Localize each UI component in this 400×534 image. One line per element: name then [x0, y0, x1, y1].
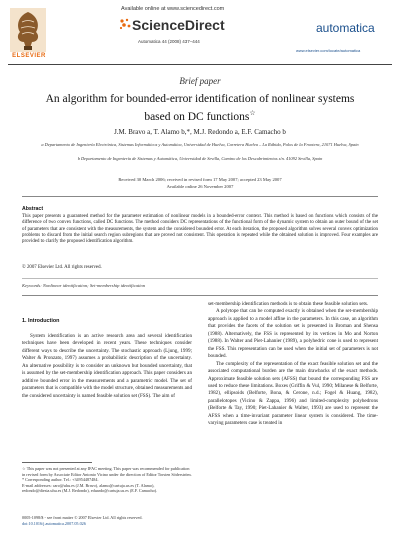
- article-type: Brief paper: [179, 76, 221, 86]
- sciencedirect-icon: [118, 17, 132, 31]
- abstract-top-divider: [22, 196, 378, 197]
- author-list: J.M. Bravo a, T. Alamo b,*, M.J. Redondo a, E.F. Camacho b: [114, 128, 286, 136]
- affiliation-b: b Departamento de Ingeniería de Sistemas y Automática, Universidad de Sevilla, Camino de los Descubrimientos s/n. 41092 Sevilla, Spain: [77, 156, 323, 161]
- footnote-review: ☆ This paper was not presented at any IFAC meeting. This paper was recommended for publication in revised form by Associate Editor Antonio Vicino under the direction of Editor Torsten Söderström.: [22, 466, 192, 477]
- journal-citation: Automatica 44 (2008) 437–444: [138, 39, 200, 44]
- right-paragraph-1: set-membership identification methods is to obtain these feasible solution sets.: [208, 301, 369, 307]
- affiliation-a: a Departamento de Ingeniería Electrónica, Sistemas Informáticos y Automática, Universidad de Huelva, Carretera Huelva – La Rábida, Palos de la Frontera, 21071 Huelva, Spain: [41, 142, 359, 147]
- issn-line: 0005-1098/$ - see front matter © 2007 Elsevier Ltd. All rights reserved.: [22, 515, 143, 520]
- intro-paragraph-left: [22, 333, 192, 400]
- title-footnote-mark[interactable]: ☆: [249, 109, 256, 117]
- received-dates: Received 30 March 2006; received in revised form 17 May 2007; accepted 23 May 2007: [118, 177, 282, 182]
- elsevier-tree-logo: [10, 8, 46, 52]
- publisher-name: ELSEVIER: [12, 53, 46, 59]
- journal-url[interactable]: www.elsevier.com/locate/automatica: [296, 48, 361, 53]
- doi-line[interactable]: doi:10.1016/j.automatica.2007.05.026: [22, 520, 86, 526]
- available-online-date: Available online 26 November 2007: [166, 184, 234, 189]
- article-title: [40, 92, 360, 124]
- available-online-text[interactable]: Available online at www.sciencedirect.com: [121, 6, 225, 12]
- sciencedirect-logo[interactable]: ScienceDirect: [132, 17, 225, 33]
- intro-column-right: [208, 301, 378, 428]
- abstract-heading: Abstract: [22, 206, 44, 212]
- header-divider: [8, 64, 392, 65]
- footnote-emails: E-mail addresses: caro@uhu.es (J.M. Bravo), alamo@cartuja.us.es (T. Alamo), redondo@diesia.uhu.es (M.J. Redondo), eduardo@cartuja.us.es (E.F. Camacho).: [22, 482, 158, 494]
- keywords-divider: [22, 278, 378, 279]
- body-top-divider: [22, 295, 378, 296]
- journal-name: automatica: [316, 21, 375, 35]
- footnote-divider: [22, 462, 92, 463]
- section-heading-introduction: 1. Introduction: [22, 318, 60, 324]
- right-paragraph-2: A polytope that can be computed exactly is obtained when the set-membership approach is applied to a model affine in the parameters. In this case, an algorithm that provides the facets of the solution set is presented in Broman and Shensa (1988). Alternatively, the FSS is represented by its vertices in Mo and Norton (1988). In Walter and Piet-Lahanier (1989), a polyhedric cone is used to represent the FSS. This representation can be used when the initial set of parameters is not bounded.: [208, 308, 378, 360]
- right-paragraph-3: The complexity of the representation of the exact feasible solution set and the associated computational burden are the main drawbacks of the exact methods. Approximate feasible solution sets (AFSS) that bound the corresponding FSS are used to reduce these limitations. Boxes (Griffin & Vul, 1990; Milanese & Belforte, 1982), ellipsoids (Belforte, Bona, & Cerone, n.d.; Fogel & Huang, 1982), parallelotopes (Vicino & Zappa, 1996) and limited-complexity polyhedrons (Belforte & Tay, 1990; Piet-Lahanier & Walter, 1993) are used to represent the AFSS when a time-invariant parameter linear system is considered. The time-varying parameters case is treated in: [208, 360, 378, 427]
- footnote-corresponding: * Corresponding author. Tel.: +34954487484.: [22, 477, 99, 483]
- front-matter-info: [22, 515, 262, 526]
- abstract-text: This paper presents a guaranteed method for the parameter estimation of nonlinear models in a bounded-error context. This method is based on functions which consists of the difference of two convex functions, called DC functions. The method considers DC representations of the functional form of the dynamic system to obtain an outer bound of the set of parameters that are consistent with the measurements, the system and the considered bounded error. At each iteration, the proposed algorithm solves several convex optimization problems to discard from the initial search region subregions that are proved not consistent. This operation is repeated while the obtained solution is improved. Four examples are provided to clarify the proposed identification algorithm.: [22, 214, 378, 245]
- intro-paragraph: System identification is an active research area and several identification techniques have been developed in recent years. These techniques consider different ways to describe the uncertainty. The stochastic approach (Ljung, 1999; Walter & Pronzato, 1997) assumes a probabilistic description of the uncertainty. An alternative possibility is to consider an unknown but bounded uncertainty, that is assumed by the set-membership identification approach. This paper considers an additive bounded error in the measurements and a parametric model. The set of parameters that is compatible with the model structure, obtained measurements and the considered uncertainty is named feasible solution set (FSS). The aim of: [22, 333, 192, 399]
- keywords-line: Keywords: Nonlinear identification; Set-membership identification: [22, 283, 146, 288]
- copyright-line: © 2007 Elsevier Ltd. All rights reserved.: [22, 265, 102, 270]
- article-title-text: An algorithm for bounded-error identification of nonlinear systems based on DC functions: [45, 93, 355, 123]
- footnotes: [22, 466, 192, 494]
